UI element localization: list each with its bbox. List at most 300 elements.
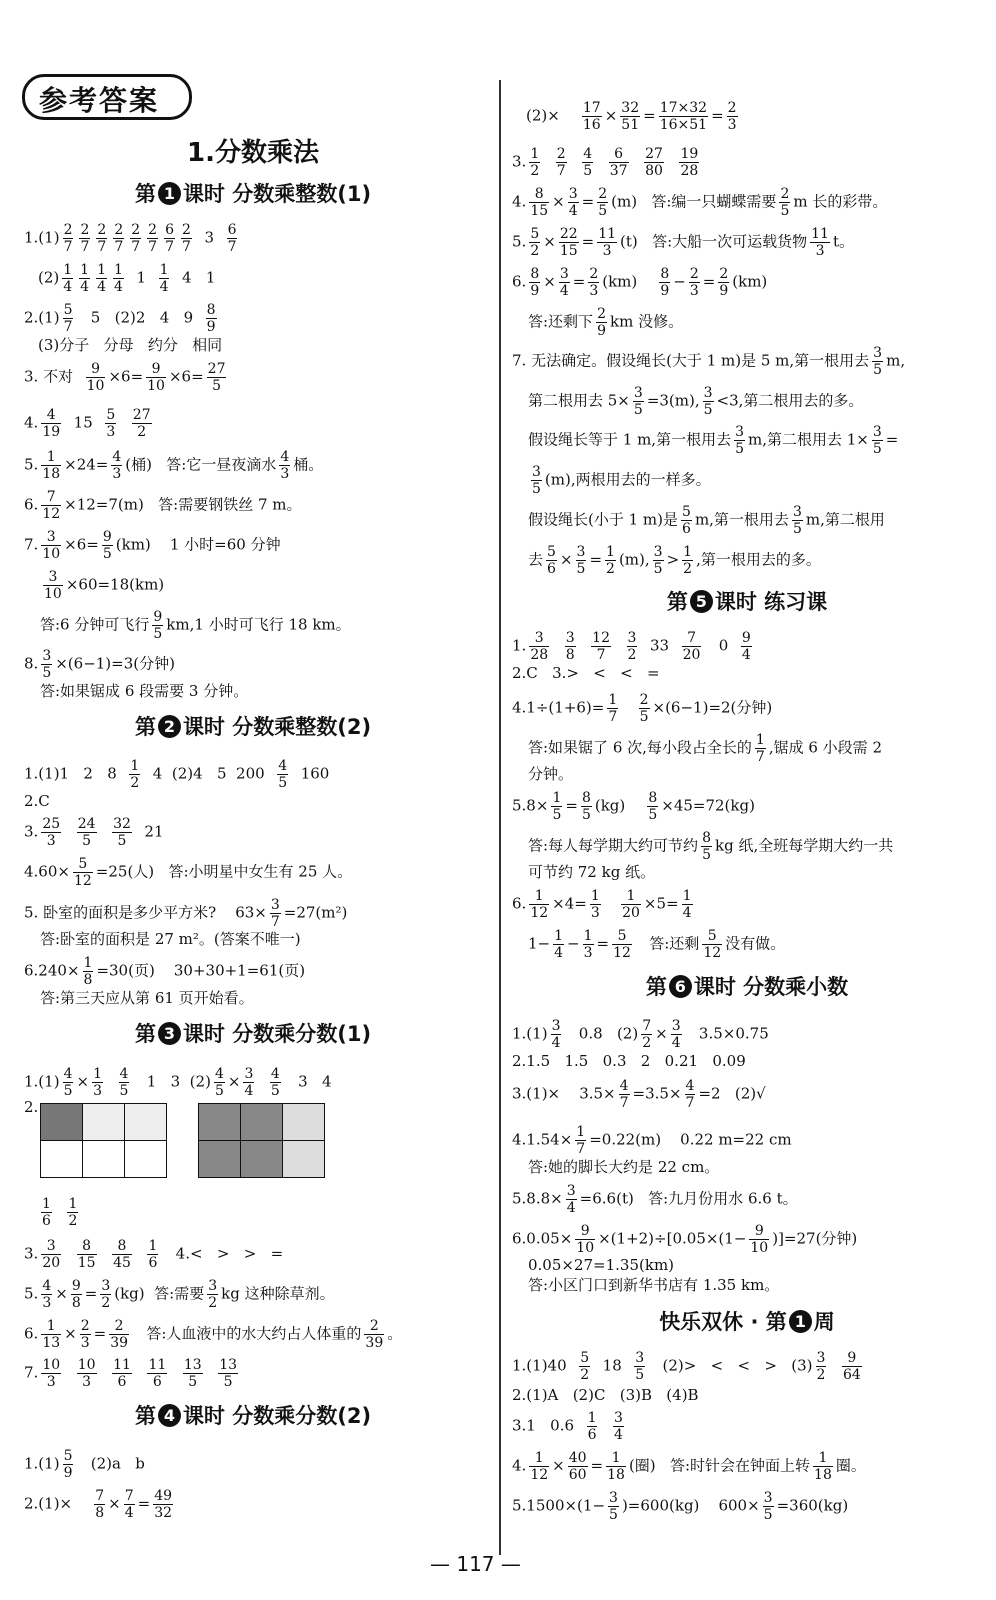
fraction-numerator: 17×32 — [659, 100, 708, 116]
lesson-number-circle: 1 — [789, 1310, 812, 1333]
lesson-heading-suffix: 课时 分数乘整数(2) — [182, 715, 372, 739]
lesson-heading-suffix: 课时 练习课 — [714, 590, 828, 614]
fraction — [63, 1448, 74, 1481]
fraction-denominator: 2 — [606, 561, 615, 577]
answer-line — [24, 489, 302, 522]
fraction-denominator: 7 — [131, 239, 141, 255]
lesson-heading — [512, 1306, 982, 1336]
fraction-numerator: 11 — [598, 226, 617, 242]
fraction-numerator: 9 — [575, 1223, 595, 1240]
answer-text: 答:还剩 — [634, 934, 700, 953]
answer-text: = — [84, 1284, 98, 1303]
answer-text: 8. — [24, 654, 39, 673]
answer-text: =30(页) 30+30+1=61(页) — [96, 961, 306, 980]
left-column — [18, 0, 488, 1575]
lesson-heading-prefix: 第 — [134, 715, 156, 739]
fraction-denominator: 7 — [556, 163, 566, 179]
fraction-denominator: 7 — [227, 239, 237, 255]
answer-text: 160 — [291, 764, 330, 783]
fraction-denominator: 5 — [102, 546, 112, 562]
fraction-denominator: 5 — [212, 378, 222, 394]
fraction — [63, 222, 74, 255]
answer-text: 5.8.8× — [512, 1189, 563, 1208]
answer-text: 5.8× — [512, 796, 549, 815]
fraction-denominator: 16×51 — [659, 117, 708, 133]
fraction-denominator: 5 — [780, 203, 790, 219]
answer-text: = — [581, 232, 595, 251]
fraction-numerator: 9 — [749, 1223, 769, 1240]
answer-text — [64, 1245, 74, 1263]
answer-text: (桶) 答:它一昼夜滴水 — [125, 455, 277, 474]
fraction-denominator: 8 — [565, 647, 575, 663]
fraction — [755, 732, 766, 765]
answer-text: − — [673, 272, 686, 291]
fraction — [639, 692, 650, 725]
answer-text: = — [590, 1456, 604, 1475]
fraction-denominator: 37 — [609, 163, 628, 179]
fraction — [621, 888, 641, 921]
fraction — [218, 1357, 238, 1390]
fraction-denominator: 7 — [596, 647, 606, 663]
answer-text: ×12=7(m) 答:需要钢铁丝 7 m。 — [64, 495, 302, 514]
fraction-numerator: 1 — [93, 1066, 102, 1082]
answer-text: 1.(1) — [24, 1454, 60, 1473]
fraction-numerator: 7 — [682, 630, 702, 647]
fraction — [816, 1350, 827, 1383]
answer-text: km,1 小时可飞行 18 km。 — [166, 615, 351, 634]
fraction-numerator: 1 — [130, 758, 140, 774]
answer-text: (kg) 答:需要 — [114, 1284, 205, 1303]
answer-text: × — [76, 1072, 90, 1091]
answer-text: 答:如果锯了 6 次,每小段占全长的 — [528, 738, 752, 757]
answer-line — [24, 222, 240, 255]
fraction — [647, 790, 658, 823]
lesson-heading-suffix: 课时 分数乘分数(1) — [182, 1022, 372, 1046]
fraction-denominator: 3 — [46, 1374, 56, 1390]
fraction-denominator: 2 — [130, 775, 140, 791]
fraction — [591, 630, 611, 663]
fraction-denominator: 4 — [614, 1427, 623, 1443]
fraction-denominator: 12 — [613, 945, 631, 961]
fraction — [559, 266, 570, 299]
answer-text: 1.(1)1 2 8 — [24, 764, 127, 783]
fraction-numerator: 1 — [590, 888, 600, 904]
answer-text: 6. — [24, 1324, 39, 1343]
fraction-numerator: 5 — [73, 856, 93, 873]
fraction — [146, 361, 166, 394]
fraction — [206, 302, 217, 335]
answer-text: (m) 答:编一只蝴蝶需要 — [611, 192, 777, 211]
fraction-numerator: 1 — [682, 888, 692, 904]
fraction — [100, 1278, 111, 1311]
fraction — [531, 464, 542, 497]
answer-text: × — [655, 1024, 668, 1043]
lesson-number-circle: 2 — [158, 715, 181, 738]
answer-text: 4.1.54× — [512, 1130, 573, 1149]
fraction-denominator: 6 — [148, 1255, 158, 1271]
fraction-denominator: 8 — [71, 1295, 81, 1311]
answer-text: 1.(1) — [24, 1072, 60, 1091]
answer-line — [24, 302, 220, 335]
fraction-numerator: 8 — [77, 1238, 97, 1255]
fraction — [551, 790, 562, 823]
fraction-numerator: 22 — [559, 226, 578, 242]
fraction-denominator: 16 — [582, 117, 601, 133]
fraction-numerator: 1 — [529, 1450, 549, 1467]
fraction — [671, 1018, 682, 1051]
fraction — [689, 266, 700, 299]
fraction-numerator: 2 — [148, 222, 158, 238]
fraction-denominator: 39 — [365, 1335, 384, 1351]
answer-text: 21 — [134, 822, 164, 841]
fraction-denominator: 4 — [551, 1035, 561, 1051]
fraction-denominator: 12 — [42, 506, 61, 522]
answer-line — [528, 306, 683, 339]
answer-text: (kg) — [594, 796, 645, 815]
fraction — [679, 146, 699, 179]
fraction — [842, 1350, 862, 1383]
fraction-numerator: 3 — [41, 1238, 61, 1255]
fraction-denominator: 7 — [608, 709, 618, 725]
answer-text: 7. 无法确定。假设绳长(大于 1 m)是 5 m,第一根用去 — [512, 351, 870, 370]
fraction — [566, 1183, 577, 1216]
answer-line — [528, 385, 863, 418]
fraction-numerator: 4 — [119, 1066, 129, 1082]
fraction — [96, 222, 107, 255]
fraction-numerator: 1 — [683, 544, 693, 560]
fraction-denominator: 3 — [727, 117, 737, 133]
fraction-numerator: 8 — [529, 186, 549, 203]
fraction-numerator: 10 — [77, 1357, 96, 1373]
fraction — [63, 1066, 74, 1099]
fraction — [701, 830, 712, 863]
answer-line — [528, 424, 898, 457]
fraction-numerator: 3 — [532, 464, 541, 480]
lesson-heading-suffix: 周 — [813, 1310, 835, 1334]
fraction-numerator: 5 — [530, 226, 540, 242]
fraction — [164, 222, 175, 255]
answer-text: 3. 不对 — [24, 367, 83, 386]
fraction-numerator: 1 — [583, 928, 593, 944]
answer-text: 。 — [387, 1324, 403, 1343]
grid-cell — [124, 1103, 167, 1141]
fraction-numerator: 3 — [565, 630, 575, 646]
fraction-numerator: 5 — [612, 928, 632, 945]
fraction — [727, 100, 738, 133]
answer-text: 4. — [24, 413, 39, 432]
fraction — [659, 266, 670, 299]
answer-text: − — [567, 934, 580, 953]
grid-cell — [282, 1103, 325, 1141]
answer-text: m,第二根用 — [805, 510, 885, 529]
answer-text: 3 — [194, 228, 224, 247]
fraction-numerator: 3 — [101, 1278, 111, 1294]
fraction-denominator: 2 — [642, 1035, 652, 1051]
answer-line — [512, 1078, 766, 1111]
answer-text: 去 — [528, 550, 544, 569]
fraction-numerator: 19 — [680, 146, 699, 162]
grid-cell — [198, 1103, 241, 1141]
fraction-numerator: 2 — [597, 306, 606, 322]
answer-text: 没有做。 — [725, 934, 786, 953]
lesson-number-circle: 1 — [158, 182, 181, 205]
fraction-denominator: 4 — [63, 279, 73, 295]
fraction — [243, 1066, 254, 1099]
fraction — [620, 100, 640, 133]
fraction-denominator: 5 — [576, 561, 586, 577]
fraction-denominator: 7 — [63, 319, 73, 335]
answer-text: =0.22(m) 0.22 m=22 cm — [589, 1130, 792, 1149]
answer-text — [552, 637, 562, 655]
fraction-numerator: 8 — [112, 1238, 132, 1255]
answer-text: 6. — [512, 894, 527, 913]
fraction-denominator: 13 — [42, 1335, 61, 1351]
fraction — [67, 1196, 78, 1229]
fraction-numerator: 13 — [183, 1357, 202, 1373]
lesson-heading — [18, 1400, 488, 1430]
fraction-numerator: 2 — [364, 1318, 384, 1335]
fraction-denominator: 10 — [576, 1240, 595, 1256]
fraction-numerator: 2 — [80, 1318, 90, 1334]
answer-line — [24, 1318, 402, 1351]
fraction-denominator: 3 — [815, 243, 825, 259]
answer-text: 5. — [24, 455, 39, 474]
answer-text — [64, 1364, 74, 1382]
answer-line — [24, 897, 347, 930]
fraction-denominator: 5 — [119, 1083, 129, 1099]
answer-text: × — [604, 106, 618, 125]
answer-text: × — [552, 1456, 565, 1475]
right-column — [512, 0, 982, 1575]
answer-line — [512, 1124, 792, 1157]
fraction — [529, 1450, 549, 1483]
answer-text: 答:6 分钟可飞行 — [40, 615, 150, 634]
answer-text: ×4= — [552, 894, 587, 913]
fraction — [553, 928, 564, 961]
lesson-heading-suffix: 课时 分数乘整数(1) — [182, 182, 372, 206]
fraction — [588, 266, 599, 299]
fraction-denominator: 2 — [137, 424, 147, 440]
fraction-numerator: 3 — [244, 1066, 254, 1082]
grid-cell — [124, 1140, 167, 1178]
fraction-numerator: 3 — [735, 424, 744, 440]
fraction-numerator: 8 — [660, 266, 670, 282]
answer-line — [528, 928, 785, 961]
answer-text: 1.(1) — [512, 1024, 548, 1043]
fraction-numerator: 9 — [741, 630, 751, 646]
lesson-heading-suffix: 课时 分数乘小数 — [693, 975, 849, 999]
fraction-denominator: 4 — [671, 1035, 681, 1051]
answer-line — [512, 1223, 857, 1256]
answer-text: = — [581, 192, 595, 211]
fraction — [41, 1357, 61, 1390]
fraction-numerator: 3 — [208, 1278, 218, 1294]
answer-text: = — [711, 106, 724, 125]
fraction-numerator: 1 — [606, 544, 615, 560]
fraction-numerator: 9 — [102, 529, 112, 545]
answer-line — [512, 630, 755, 663]
fraction-numerator: 2 — [639, 692, 649, 708]
answer-text — [55, 1203, 65, 1221]
answer-text: 3.1 0.6 — [512, 1416, 584, 1435]
fraction — [749, 1223, 769, 1256]
lesson-heading — [512, 971, 982, 1001]
fraction-denominator: 4 — [124, 1505, 134, 1521]
answer-line — [512, 692, 772, 725]
fraction — [644, 146, 664, 179]
fraction-numerator: 1 — [552, 790, 562, 806]
answer-line — [24, 529, 281, 562]
fraction-denominator: 45 — [113, 1255, 131, 1271]
fraction — [207, 1278, 218, 1311]
lesson-heading-prefix: 第 — [134, 1022, 156, 1046]
fraction-denominator: 5 — [792, 521, 802, 537]
fraction-numerator: 1 — [755, 732, 765, 748]
fraction-numerator: 3 — [559, 266, 569, 282]
fraction-denominator: 5 — [639, 709, 649, 725]
shaded-grid-2 — [198, 1103, 325, 1178]
answer-text: 1 — [126, 268, 156, 287]
fraction — [270, 897, 281, 930]
fraction-numerator: 13 — [219, 1357, 238, 1373]
fraction — [634, 1350, 645, 1383]
answer-text: > — [666, 550, 680, 569]
fraction — [77, 1357, 97, 1390]
fraction — [605, 544, 616, 577]
fraction-denominator: 10 — [147, 378, 165, 394]
fraction — [546, 544, 557, 577]
fraction — [575, 1124, 586, 1157]
fraction-numerator: 1 — [576, 1124, 586, 1140]
answer-line — [528, 1156, 719, 1178]
fraction — [872, 424, 883, 457]
page-number: — 117 — — [430, 1552, 521, 1576]
fraction-numerator: 1 — [68, 1196, 78, 1212]
fraction-denominator: 80 — [645, 163, 663, 179]
fraction-numerator: 4 — [619, 1078, 629, 1094]
lesson-heading — [18, 711, 488, 741]
fraction-denominator: 12 — [530, 1467, 549, 1483]
answer-text — [119, 414, 129, 432]
fraction — [124, 1488, 135, 1521]
fraction-numerator: 5 — [63, 302, 73, 318]
answer-text: 15 — [64, 413, 103, 432]
fraction — [113, 262, 124, 295]
fraction-denominator: 18 — [42, 466, 61, 482]
answer-text: × — [559, 550, 573, 569]
fraction — [43, 569, 63, 602]
fraction-denominator: 10 — [750, 1240, 769, 1256]
answer-text: (3)分子 分母 约分 相同 — [38, 336, 223, 354]
answer-line — [528, 464, 711, 497]
answer-line — [24, 816, 164, 849]
lesson-heading-prefix: 第 — [666, 590, 688, 614]
answer-line — [24, 1357, 241, 1390]
fraction-numerator: 9 — [153, 609, 163, 625]
answer-text: =25(人) 答:小明星中女生有 25 人。 — [95, 862, 353, 881]
fraction-denominator: 6 — [587, 1427, 597, 1443]
fraction — [207, 361, 227, 394]
answer-line — [528, 830, 893, 863]
fraction — [41, 1318, 61, 1351]
fraction-denominator: 4 — [244, 1083, 254, 1099]
answer-line — [24, 1488, 176, 1521]
fraction-denominator: 15 — [77, 1255, 96, 1271]
fraction — [565, 630, 576, 663]
answer-text: = — [643, 106, 656, 125]
fraction-numerator: 10 — [42, 1357, 61, 1373]
fraction-denominator: 19 — [42, 424, 61, 440]
fraction-denominator: 10 — [44, 586, 62, 602]
fraction-denominator: 5 — [702, 847, 711, 863]
fraction — [608, 1490, 619, 1523]
fraction — [607, 692, 618, 725]
answer-text: 圈。 — [835, 1456, 866, 1475]
fraction-denominator: 5 — [581, 807, 591, 823]
fraction-denominator: 9 — [206, 319, 216, 335]
fraction-numerator: 1 — [41, 1318, 61, 1335]
answer-text: × — [227, 1072, 241, 1091]
answer-line — [24, 856, 352, 889]
answer-text: (m),两根用去的一样多。 — [544, 470, 711, 489]
fraction-denominator: 3 — [80, 1335, 90, 1351]
fraction-denominator: 20 — [682, 647, 701, 663]
answer-line — [40, 680, 248, 702]
fraction-denominator: 4 — [741, 647, 751, 663]
answer-text: 4 1 — [172, 268, 216, 287]
lesson-heading-suffix: 课时 分数乘分数(2) — [182, 1404, 372, 1428]
fraction-denominator: 7 — [97, 239, 107, 255]
fraction — [364, 1318, 384, 1351]
answer-text: )]=27(分钟) — [772, 1229, 858, 1248]
answer-text: 3. — [512, 152, 527, 171]
answer-text: 答:还剩下 — [528, 312, 594, 331]
fraction — [112, 1357, 132, 1390]
fraction-denominator: 15 — [530, 203, 549, 219]
fraction-denominator: 2 — [627, 647, 637, 663]
answer-text: ×(1+2)÷[0.05×(1− — [598, 1229, 747, 1248]
fraction-denominator: 2 — [68, 1213, 78, 1229]
fraction-denominator: 5 — [552, 807, 562, 823]
fraction — [597, 226, 617, 259]
answer-text: 2.1.5 1.5 0.3 2 0.21 0.09 — [512, 1052, 746, 1070]
fraction — [111, 449, 122, 482]
fraction — [568, 186, 579, 219]
answer-text: (2)× — [526, 106, 579, 125]
fraction-denominator: 5 — [278, 775, 288, 791]
answer-text — [614, 637, 624, 655]
fraction-denominator: 5 — [609, 1507, 618, 1523]
answer-text: × — [543, 232, 556, 251]
answer-line — [512, 1410, 627, 1443]
fraction-numerator: 6 — [165, 222, 175, 238]
fraction-denominator: 3 — [689, 283, 699, 299]
answer-text: 7. — [24, 1363, 39, 1382]
answer-line — [512, 1450, 866, 1483]
fraction-denominator: 4 — [114, 279, 123, 295]
fraction-denominator: 5 — [653, 561, 663, 577]
fraction-denominator: 3 — [589, 283, 599, 299]
answer-line — [24, 790, 50, 812]
fraction-denominator: 2 — [530, 243, 540, 259]
fraction-numerator: 3 — [873, 345, 883, 361]
fraction-numerator: 1 — [621, 888, 641, 905]
answer-text: ×5= — [643, 894, 679, 913]
fraction — [130, 222, 141, 255]
fraction — [633, 385, 644, 418]
fraction-denominator: 3 — [106, 424, 116, 440]
fraction-numerator: 5 — [63, 1448, 73, 1464]
